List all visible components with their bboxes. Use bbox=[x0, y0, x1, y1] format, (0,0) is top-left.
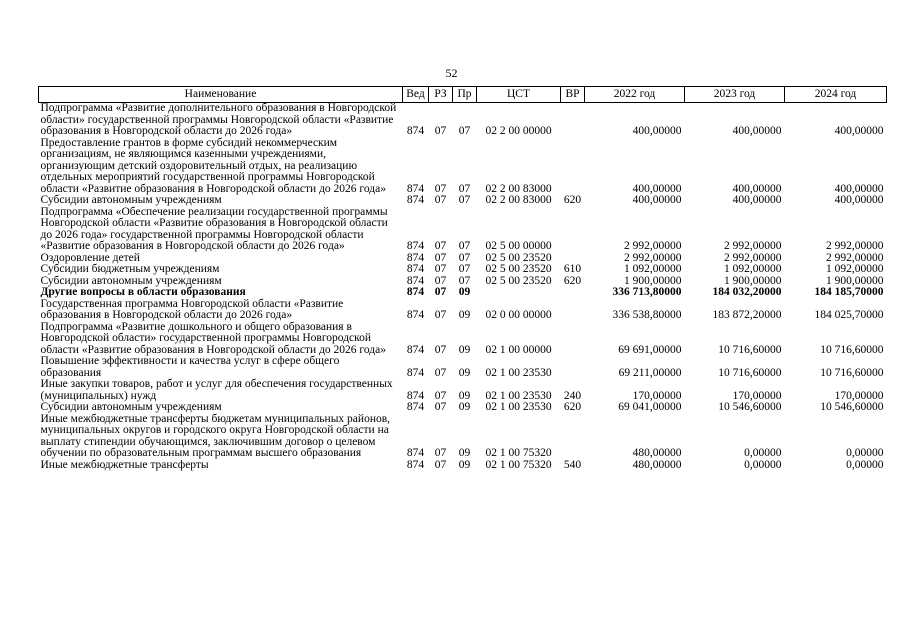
cell-vr bbox=[561, 287, 585, 299]
table-row bbox=[39, 299, 887, 322]
cell-pr: 07 bbox=[458, 194, 471, 206]
cell-pr: 07 bbox=[458, 125, 471, 137]
cell-2022: 2 992,00000 bbox=[624, 251, 682, 264]
cell-rz: 07 bbox=[434, 251, 447, 264]
cell-name: Предоставление грантов в форме субсидий некоммерческим организациям, не являющимся казенными учреждениями, организующим детский оздоровительный отдых, на реализацию отдельных мероприятий государственной программы Новгородской области «Развитие образования в Новгородской области до 2026 года» bbox=[40, 136, 386, 195]
cell-name: Подпрограмма «Обеспечение реализации государственной программы Новгородской области «Развитие образования в Новгородской области до 2026 года» государственной программы Новгородской области «Развитие образования в Новгородской области до 2026 года» bbox=[40, 205, 388, 252]
table-body bbox=[39, 103, 887, 472]
column-header-cst: ЦСТ bbox=[477, 87, 561, 103]
cell-name: Субсидии автономным учреждениям bbox=[40, 194, 222, 206]
cell-vr: 620 bbox=[563, 401, 582, 413]
cell-pr: 07 bbox=[458, 263, 471, 275]
cell-rz: 07 bbox=[434, 240, 447, 252]
cell-name: Подпрограмма «Развитие дошкольного и общего образования в Новгородской области» государственной программы Новгородской области «Развитие образования в Новгородской области до 2026 года» bbox=[40, 320, 386, 356]
cell-vr: 620 bbox=[563, 274, 582, 287]
cell-rz: 07 bbox=[434, 286, 447, 298]
cell-name: Иные межбюджетные трансферты bbox=[40, 458, 209, 471]
table-row bbox=[39, 103, 887, 138]
cell-rz: 07 bbox=[434, 389, 447, 402]
cell-name: Иные закупки товаров, работ и услуг для обеспечения государственных (муниципальных) нужд bbox=[40, 378, 393, 402]
table-row bbox=[39, 195, 887, 207]
cell-name: Иные межбюджетные трансферты бюджетам муниципальных районов, муниципальных округов и городского округа Новгородской области на выплату стипендии обучающимся, заключившим договор о целевом обучении по образовательным программам высшего образования bbox=[40, 412, 391, 459]
cell-pr: 09 bbox=[458, 343, 471, 356]
cell-name: Государственная программа Новгородской области «Развитие образования в Новгородской области до 2026 года» bbox=[40, 297, 344, 321]
cell-2024: 1 092,00000 bbox=[826, 263, 884, 275]
cell-cst: 02 2 00 00000 bbox=[485, 125, 552, 137]
cell-rz: 07 bbox=[434, 458, 447, 471]
cell-ved: 874 bbox=[406, 458, 425, 471]
cell-rz: 07 bbox=[434, 182, 447, 195]
cell-2023: 0,00000 bbox=[744, 458, 782, 471]
table-row bbox=[39, 264, 887, 276]
cell-pr: 09 bbox=[458, 309, 471, 321]
cell-2023: 0,00000 bbox=[744, 447, 782, 459]
column-header-name: Наименование bbox=[39, 87, 403, 103]
cell-pr: 09 bbox=[458, 389, 471, 402]
cell-cst: 02 5 00 23520 bbox=[485, 274, 552, 287]
table-row bbox=[39, 322, 887, 357]
column-header-vr: ВР bbox=[561, 87, 585, 103]
budget-table bbox=[38, 86, 887, 471]
column-header-ved: Вед bbox=[403, 87, 429, 103]
cell-cst: 02 2 00 83000 bbox=[485, 194, 552, 206]
cell-2024: 400,00000 bbox=[834, 194, 884, 206]
cell-vr: 540 bbox=[563, 458, 582, 471]
cell-ved: 874 bbox=[406, 389, 425, 402]
cell-rz: 07 bbox=[434, 343, 447, 356]
cell-pr: 09 bbox=[458, 366, 471, 379]
cell-2024: 170,00000 bbox=[834, 389, 884, 402]
cell-2023: 1 900,00000 bbox=[724, 274, 782, 287]
cell-2023: 10 546,60000 bbox=[718, 401, 782, 413]
cell-2023: 400,00000 bbox=[732, 182, 782, 195]
cell-2022: 480,00000 bbox=[632, 447, 682, 459]
cell-cst: 02 0 00 00000 bbox=[485, 309, 552, 321]
cell-2022: 400,00000 bbox=[632, 125, 682, 137]
cell-cst: 02 1 00 23530 bbox=[485, 401, 552, 413]
cell-vr bbox=[561, 138, 585, 196]
cell-2022: 69 691,00000 bbox=[618, 343, 682, 356]
cell-2022: 2 992,00000 bbox=[624, 240, 682, 252]
cell-ved: 874 bbox=[406, 274, 425, 287]
cell-name: Повышение эффективности и качества услуг в сфере общего образования bbox=[40, 355, 340, 379]
cell-2023: 400,00000 bbox=[732, 125, 782, 137]
cell-2024: 184 185,70000 bbox=[814, 286, 884, 298]
table-row bbox=[39, 138, 887, 196]
cell-rz: 07 bbox=[434, 125, 447, 137]
cell-name: Подпрограмма «Развитие дополнительного образования в Новгородской области» государственной программы Новгородской области «Развитие образования в Новгородской области до 2026 года» bbox=[40, 102, 397, 137]
cell-ved: 874 bbox=[406, 366, 425, 379]
cell-2024: 0,00000 bbox=[846, 458, 884, 471]
cell-2023: 400,00000 bbox=[732, 194, 782, 206]
cell-rz: 07 bbox=[434, 401, 447, 413]
cell-2024: 400,00000 bbox=[834, 125, 884, 137]
column-header-2022: 2022 год bbox=[585, 87, 685, 103]
cell-2022: 400,00000 bbox=[632, 194, 682, 206]
cell-ved: 874 bbox=[406, 251, 425, 264]
cell-cst: 02 2 00 83000 bbox=[485, 182, 552, 195]
cell-pr: 09 bbox=[458, 458, 471, 471]
cell-2024: 2 992,00000 bbox=[826, 251, 884, 264]
cell-ved: 874 bbox=[406, 240, 425, 252]
column-header-pr: Пр bbox=[453, 87, 477, 103]
cell-name: Субсидии бюджетным учреждениям bbox=[40, 263, 220, 275]
cell-ved: 874 bbox=[406, 263, 425, 275]
table-row bbox=[39, 356, 887, 379]
cell-name: Оздоровление детей bbox=[40, 251, 140, 264]
cell-vr: 240 bbox=[563, 389, 582, 402]
cell-2024: 10 546,60000 bbox=[820, 401, 884, 413]
cell-2024: 0,00000 bbox=[846, 447, 884, 459]
cell-2022: 1 900,00000 bbox=[624, 274, 682, 287]
cell-vr bbox=[561, 414, 585, 460]
cell-cst: 02 1 00 23530 bbox=[485, 389, 552, 402]
cell-ved: 874 bbox=[406, 194, 425, 206]
cell-2022: 480,00000 bbox=[632, 458, 682, 471]
cell-2024: 10 716,60000 bbox=[820, 343, 884, 356]
cell-vr bbox=[561, 356, 585, 379]
table-row bbox=[39, 414, 887, 460]
table-row bbox=[39, 460, 887, 472]
cell-cst: 02 1 00 75320 bbox=[485, 458, 552, 471]
cell-2023: 10 716,60000 bbox=[718, 366, 782, 379]
cell-name: Другие вопросы в области образования bbox=[40, 286, 246, 298]
cell-2024: 400,00000 bbox=[834, 182, 884, 195]
cell-cst: 02 1 00 23530 bbox=[485, 366, 552, 379]
cell-2022: 69 211,00000 bbox=[618, 366, 682, 379]
cell-ved: 874 bbox=[406, 343, 425, 356]
cell-vr bbox=[561, 207, 585, 253]
table-row bbox=[39, 379, 887, 402]
cell-cst bbox=[477, 287, 561, 299]
cell-ved: 874 bbox=[406, 182, 425, 195]
cell-2024: 1 900,00000 bbox=[826, 274, 884, 287]
cell-2023: 183 872,20000 bbox=[712, 309, 782, 321]
cell-2023: 170,00000 bbox=[732, 389, 782, 402]
table-row bbox=[39, 402, 887, 414]
cell-cst: 02 1 00 75320 bbox=[485, 447, 552, 459]
cell-vr bbox=[561, 299, 585, 322]
cell-cst: 02 5 00 00000 bbox=[485, 240, 552, 252]
cell-cst: 02 1 00 00000 bbox=[485, 343, 552, 356]
cell-ved: 874 bbox=[406, 309, 425, 321]
cell-vr bbox=[561, 103, 585, 138]
cell-2023: 10 716,60000 bbox=[718, 343, 782, 356]
cell-pr: 09 bbox=[458, 447, 471, 459]
cell-2022: 336 538,80000 bbox=[612, 309, 682, 321]
cell-cst: 02 5 00 23520 bbox=[485, 263, 552, 275]
cell-pr: 07 bbox=[458, 274, 471, 287]
cell-rz: 07 bbox=[434, 194, 447, 206]
cell-2023: 2 992,00000 bbox=[724, 251, 782, 264]
column-header-rz: РЗ bbox=[429, 87, 453, 103]
cell-2022: 336 713,80000 bbox=[612, 286, 682, 298]
cell-ved: 874 bbox=[406, 447, 425, 459]
table-row bbox=[39, 207, 887, 253]
cell-rz: 07 bbox=[434, 263, 447, 275]
cell-2022: 400,00000 bbox=[632, 182, 682, 195]
cell-2024: 10 716,60000 bbox=[820, 366, 884, 379]
cell-2023: 2 992,00000 bbox=[724, 240, 782, 252]
cell-vr: 610 bbox=[563, 263, 582, 275]
cell-rz: 07 bbox=[434, 447, 447, 459]
cell-pr: 07 bbox=[458, 240, 471, 252]
cell-ved: 874 bbox=[406, 125, 425, 137]
column-header-2024: 2024 год bbox=[785, 87, 887, 103]
cell-2023: 184 032,20000 bbox=[712, 286, 782, 298]
cell-rz: 07 bbox=[434, 309, 447, 321]
cell-2022: 170,00000 bbox=[632, 389, 682, 402]
cell-vr bbox=[561, 322, 585, 357]
cell-pr: 09 bbox=[458, 286, 471, 298]
page-number: 52 bbox=[445, 66, 458, 80]
table-row bbox=[39, 287, 887, 299]
cell-2024: 184 025,70000 bbox=[814, 309, 884, 321]
cell-pr: 07 bbox=[458, 251, 471, 264]
cell-name: Субсидии автономным учреждениям bbox=[40, 274, 222, 287]
cell-rz: 07 bbox=[434, 274, 447, 287]
cell-2022: 69 041,00000 bbox=[618, 401, 682, 413]
cell-cst: 02 5 00 23520 bbox=[485, 251, 552, 264]
cell-2024: 2 992,00000 bbox=[826, 240, 884, 252]
column-header-2023: 2023 год bbox=[685, 87, 785, 103]
cell-vr: 620 bbox=[563, 194, 582, 206]
cell-name: Субсидии автономным учреждениям bbox=[40, 401, 222, 413]
cell-pr: 09 bbox=[458, 401, 471, 413]
cell-ved: 874 bbox=[406, 401, 425, 413]
cell-pr: 07 bbox=[458, 182, 471, 195]
cell-rz: 07 bbox=[434, 366, 447, 379]
cell-2023: 1 092,00000 bbox=[724, 263, 782, 275]
cell-ved: 874 bbox=[406, 286, 425, 298]
cell-2022: 1 092,00000 bbox=[624, 263, 682, 275]
table-header bbox=[39, 87, 887, 103]
